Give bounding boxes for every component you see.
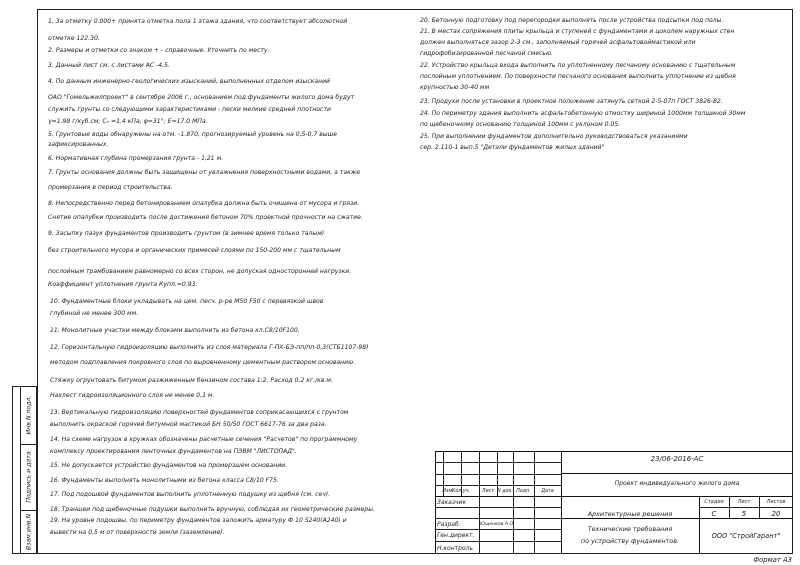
tb-role-director: Ген.директ. — [437, 532, 475, 539]
right-note-line: по щебеночному основанию толщиной 100мм с уклоном 0.05. — [420, 121, 621, 128]
right-note-line: 22. Устройство крыльца входа выполнить по уплотненному песчаному основанию с тщательным — [420, 62, 736, 69]
side-stamp — [12, 386, 37, 554]
left-note-line: 18. Траншеи под щебеночные подушки выполнить вручную, соблюдая их геометрические размеры. — [50, 506, 375, 513]
right-note-line: послойным уплотнением. По поверхности песчаного основания выполнить уплотнение из щебня — [420, 73, 736, 80]
tb-sheet-title-1: Технические требования — [587, 525, 673, 533]
right-note-line: должен выполняться зазор 2-3 см., заполняемый горячей асфальтовоймастикой или — [420, 39, 696, 46]
right-note-line: крупностью 30-40 мм — [420, 84, 490, 91]
tb-col-izm: Изм. — [442, 489, 454, 494]
tb-sheet-value: 5 — [741, 510, 747, 518]
left-note-line: 10. Фундаментные блоки укладывать на цем. песч. р-ре М50 F50 с перевязкой швов — [50, 298, 324, 305]
tb-col-date: Дата — [541, 489, 554, 494]
right-note-line: сер. 2.110-1 вып.5 "Детали фундаментов жилых зданий" — [420, 144, 605, 151]
right-note-line: 24. По периметру здания выполнить асфальтобетонную отмостку шириной 1000мм толщиной 30мм — [420, 110, 746, 117]
tb-stage-label: Стадия — [704, 499, 724, 505]
left-note-line: зафиксированных. — [48, 141, 109, 148]
left-note-line: 1. За отметку 0.000+ принята отметка пола 1 этажа здания, что соответствует абсолютной — [48, 18, 348, 25]
tb-developer-name: Ющенков А.О. — [480, 522, 515, 527]
tb-sheets-value: 20 — [771, 510, 781, 518]
left-note-line: послойным трамбованием равномерно со всех сторон, не допуская односторонней нагрузки. — [48, 268, 352, 275]
tb-stage-value: С — [711, 510, 717, 518]
tb-role-normcontrol: Н.контроль — [437, 545, 473, 552]
side-stamp-vzam-inv: Взам.инв.N — [25, 513, 33, 551]
left-note-line: комплексу проектирования ленточных фундаментов на ПЭВМ "ЛИСТОПАД". — [50, 448, 297, 455]
tb-company: ООО "СтройГарант" — [711, 532, 781, 540]
right-note-line: 20. Бетонную подготовку под перегородки выполнять после устройства подсыпки под полы. — [420, 17, 724, 24]
side-stamp-signature-date: Подпись и дата — [25, 451, 33, 503]
left-note-line: 4. По данным инженерно-геологических изысканий, выполненных отделом изысканий — [48, 78, 331, 85]
left-note-line: ОАО "Гомельжилпроект" в сентябре 2006 г., основанием под фундаменты жилого дома будут — [48, 94, 355, 101]
tb-sheet-label: Лист — [737, 499, 751, 505]
left-note-line: 19. На уровне подошвы, по периметру фундаментов заложить арматуру Ф 10 S240(А240) и — [50, 517, 347, 524]
right-note-line: 23. Продухи после установки в проектное положение затянуть сеткой 2-5-07п ГОСТ 3826-82. — [420, 98, 723, 105]
left-note-line: отметке 122.30. — [48, 35, 100, 42]
left-note-line: 17. Под подошвой фундаментов выполнить уплотненную подушку из щебня (см. сеч). — [50, 491, 331, 498]
left-note-line: 15. Не допускается устройство фундаментов на промерзшем основании. — [50, 462, 288, 469]
title-block — [435, 451, 793, 554]
tb-role-customer: Заказчик — [437, 499, 467, 506]
right-note-line: 21. В местах сопряжения плиты крыльца и ступеней с фундаментами и цоколем наружных стен — [420, 28, 735, 35]
left-note-line: 12. Горизонтальную гидроизоляцию выполнить из слоя материала Г-ПХ-БЭ-пп/пп-0,3(СТБ1107-98) — [50, 344, 369, 351]
left-note-line: 8. Непосредственно перед бетонированием опалубка должна быть очищена от мусора и грязи. — [48, 200, 360, 207]
tb-sheets-label: Листов — [766, 499, 786, 505]
left-note-line: 5. Грунтовые воды обнаружены на отм. -1.870, прогнозируемый уровень на 0,5-0,7 выше — [48, 131, 338, 138]
left-note-line: вывести на 0,5 м от поверхности земли (заземление). — [50, 529, 225, 536]
tb-project-name: Проект индивидуального жилого дома — [614, 480, 740, 487]
tb-col-list: Лист — [481, 489, 495, 494]
left-note-line: методом подплавления покровного слоя по выровненному цементным раствором основанию. — [50, 359, 356, 366]
left-note-line: Стяжку огрунтовать битумом разжиженным бензином состава 1:2. Расход 0,2 кг./кв.м. — [50, 377, 333, 384]
tb-col-podp: Подп. — [516, 489, 531, 494]
left-note-line: глубиной не менее 300 мм. — [50, 310, 139, 317]
tb-col-ndok: N док. — [497, 489, 513, 494]
left-note-line: 13. Вертикальную гидроизоляцию поверхностей фундаментов соприкасающихся с грунтом — [50, 409, 349, 416]
tb-doc-code: 23/06-2016-АС — [650, 455, 704, 463]
format-label: Формат А3 — [753, 556, 792, 564]
right-note-line: 25. При выполнении фундаментов дополнительно руководствоваться указаниями — [420, 133, 688, 140]
left-note-line: Снятие опалубки производить после достижения бетоном 70% проектной прочности на сжатие. — [48, 214, 363, 221]
left-note-line: выполнить окраской горячей битумной мастикой БН 50/50 ГОСТ 6617-76 за два раза. — [50, 421, 327, 428]
left-note-line: 2. Размеры и отметки со знаком + - справочные. Уточнить по месту. — [48, 47, 270, 54]
side-stamp-text-col — [21, 386, 37, 554]
right-note-line: гидрофобизированной песчаной смесью. — [420, 50, 554, 57]
tb-role-developer: Разраб. — [437, 521, 461, 528]
side-stamp-inv-podl: Инв.N подл. — [25, 395, 33, 435]
left-note-line: Коэффициент уплотнения грунта Купл.=0.93. — [48, 281, 198, 288]
left-note-line: 6. Нормативная глубина промерзания грунта - 1,21 м. — [48, 155, 224, 162]
left-note-line: 7. Грунты основания должны быть защищены от увлажнения поверхностными водами, а также — [48, 169, 360, 176]
left-note-line: 16. Фундаменты выполнять монолитными из бетона класса С8/10 F75. — [50, 477, 279, 484]
left-note-line: 3. Данный лист см. с листами АС -4,5. — [48, 62, 170, 69]
tb-section-name: Архитектурные решения — [587, 510, 673, 518]
left-note-line: без строительного мусора и органических примесей слоями по 150-200 мм с тщательным — [48, 247, 341, 254]
tb-col-kolych: Кол.уч. — [451, 489, 471, 494]
left-note-line: 11. Монолитные участки между блоками выполнить из бетона кл.С8/10F100. — [50, 327, 300, 334]
left-note-line: Нахлест гидроизоляционного слоя не менее 0,1 м. — [50, 392, 215, 399]
left-note-line: γ=1.98 г/куб.см; Cₙ =1.4 кПа; φ=31°; E=17.0 МПа. — [48, 118, 208, 125]
left-note-line: 9. Засыпку пазух фундаментов производить грунтом (в зимнее время только талым) — [48, 230, 325, 237]
left-note-line: 14. На схеме нагрузок в кружках обозначены расчетные сечения "Расчетов" по программному — [50, 436, 358, 443]
left-note-line: промерзания в период строительства. — [48, 184, 173, 191]
tb-sheet-title-2: по устройству фундаментов. — [580, 537, 680, 545]
left-note-line: служить грунты со следующими характеристиками - пески мелкие средней плотности — [48, 106, 331, 113]
